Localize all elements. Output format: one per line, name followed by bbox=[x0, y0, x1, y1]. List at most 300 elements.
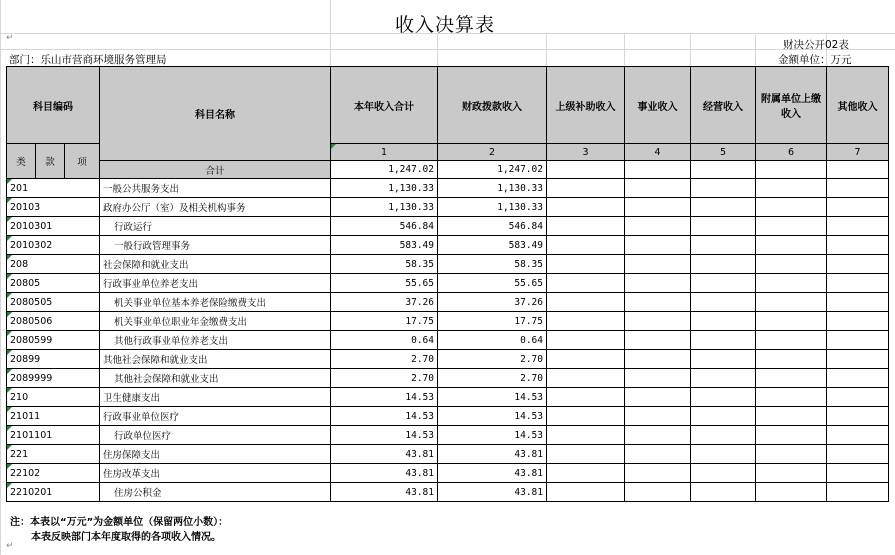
table-row bbox=[7, 293, 889, 312]
row-fiscal-text: 2.70 bbox=[520, 353, 543, 365]
cell-indicator-icon bbox=[7, 274, 12, 279]
header-xiang: 项 bbox=[65, 144, 100, 179]
cell-indicator-icon bbox=[7, 464, 12, 469]
empty-cell[interactable] bbox=[756, 179, 827, 198]
empty-cell[interactable] bbox=[827, 483, 889, 502]
row-code-text: 2210201 bbox=[10, 486, 53, 498]
empty-cell[interactable] bbox=[691, 274, 756, 293]
empty-cell[interactable] bbox=[756, 426, 827, 445]
empty-cell[interactable] bbox=[691, 407, 756, 426]
row-name-text: 行政事业单位养老支出 bbox=[103, 279, 199, 290]
row-total-income[interactable] bbox=[331, 312, 438, 331]
income-table bbox=[6, 66, 889, 502]
empty-cell[interactable] bbox=[625, 369, 691, 388]
row-code-text: 2101101 bbox=[10, 429, 53, 441]
row-total-income-text: 43.81 bbox=[405, 467, 434, 479]
row-name[interactable] bbox=[100, 388, 331, 407]
row-code[interactable] bbox=[7, 331, 100, 350]
row-code-text: 2080506 bbox=[10, 315, 53, 327]
row-name[interactable] bbox=[100, 255, 331, 274]
row-fiscal-text: 14.53 bbox=[514, 391, 543, 403]
row-code-text: 21011 bbox=[10, 410, 41, 422]
cell-indicator-icon bbox=[7, 255, 12, 260]
header-row bbox=[7, 67, 889, 144]
row-code[interactable] bbox=[7, 255, 100, 274]
empty-cell[interactable] bbox=[827, 217, 889, 236]
row-fiscal-text: 583.49 bbox=[508, 239, 543, 251]
empty-cell[interactable] bbox=[756, 483, 827, 502]
header-name: 科目名称 bbox=[100, 67, 331, 161]
department-label: 部门：乐山市营商环境服务管理局 bbox=[9, 54, 167, 66]
row-name-text: 住房公积金 bbox=[114, 488, 162, 499]
row-total-income[interactable] bbox=[331, 426, 438, 445]
gridline bbox=[690, 33, 691, 66]
row-total-income-text: 14.53 bbox=[405, 391, 434, 403]
header-col-7: 7 bbox=[827, 144, 889, 161]
empty-cell[interactable] bbox=[691, 445, 756, 464]
empty-cell[interactable] bbox=[756, 331, 827, 350]
row-total-income-text: 0.64 bbox=[411, 334, 434, 346]
empty-cell[interactable] bbox=[691, 312, 756, 331]
cell-indicator-icon bbox=[7, 236, 12, 241]
row-total-income[interactable] bbox=[331, 407, 438, 426]
row-name-text: 政府办公厅（室）及相关机构事务 bbox=[103, 203, 246, 214]
gridline bbox=[437, 33, 438, 66]
empty-cell[interactable] bbox=[547, 426, 625, 445]
table-row bbox=[7, 445, 889, 464]
empty-cell[interactable] bbox=[827, 236, 889, 255]
row-name-text: 其他行政事业单位养老支出 bbox=[114, 336, 229, 347]
table-row bbox=[7, 179, 889, 198]
row-total-income[interactable] bbox=[331, 369, 438, 388]
row-code-text: 20103 bbox=[10, 201, 41, 213]
row-total-income-text: 14.53 bbox=[405, 429, 434, 441]
total-fiscal-cell[interactable]: 1,247.02 bbox=[438, 161, 547, 179]
row-code[interactable] bbox=[7, 198, 100, 217]
table-row bbox=[7, 217, 889, 236]
header-other: 其他收入 bbox=[827, 67, 889, 144]
row-code[interactable] bbox=[7, 407, 100, 426]
empty-cell[interactable] bbox=[691, 464, 756, 483]
row-fiscal[interactable] bbox=[438, 331, 547, 350]
cell-indicator-icon bbox=[7, 426, 12, 431]
empty-cell[interactable] bbox=[691, 236, 756, 255]
empty-cell[interactable] bbox=[547, 161, 625, 179]
cell-indicator-icon bbox=[7, 483, 12, 488]
row-code[interactable] bbox=[7, 445, 100, 464]
row-fiscal[interactable] bbox=[438, 217, 547, 236]
row-total-income[interactable] bbox=[331, 483, 438, 502]
row-name-text: 住房保障支出 bbox=[103, 450, 161, 461]
empty-cell[interactable] bbox=[827, 369, 889, 388]
row-fiscal[interactable] bbox=[438, 274, 547, 293]
empty-cell[interactable] bbox=[625, 388, 691, 407]
empty-cell[interactable] bbox=[625, 161, 691, 179]
empty-cell[interactable] bbox=[827, 331, 889, 350]
row-total-income[interactable] bbox=[331, 179, 438, 198]
empty-cell[interactable] bbox=[756, 236, 827, 255]
row-code[interactable] bbox=[7, 483, 100, 502]
empty-cell[interactable] bbox=[756, 312, 827, 331]
form-code: 财决公开02表 bbox=[783, 39, 849, 51]
empty-cell[interactable] bbox=[625, 236, 691, 255]
unit-label: 金额单位：万元 bbox=[778, 54, 852, 66]
paragraph-mark: ↵ bbox=[6, 33, 14, 43]
gridline bbox=[0, 0, 1, 555]
empty-cell[interactable] bbox=[625, 198, 691, 217]
row-code[interactable] bbox=[7, 369, 100, 388]
empty-cell[interactable] bbox=[547, 255, 625, 274]
empty-cell[interactable] bbox=[691, 331, 756, 350]
empty-cell[interactable] bbox=[827, 255, 889, 274]
row-name[interactable] bbox=[100, 217, 331, 236]
empty-cell[interactable] bbox=[625, 331, 691, 350]
row-code[interactable] bbox=[7, 388, 100, 407]
row-total-income[interactable] bbox=[331, 331, 438, 350]
row-name[interactable] bbox=[100, 236, 331, 255]
header-operating: 经营收入 bbox=[691, 67, 756, 144]
cell-indicator-icon bbox=[7, 179, 12, 184]
row-code-text: 201 bbox=[10, 182, 29, 194]
row-code[interactable] bbox=[7, 464, 100, 483]
row-code[interactable] bbox=[7, 312, 100, 331]
empty-cell[interactable] bbox=[691, 179, 756, 198]
empty-cell[interactable] bbox=[547, 312, 625, 331]
row-name-text: 行政运行 bbox=[114, 222, 153, 233]
row-name[interactable] bbox=[100, 445, 331, 464]
row-total-income[interactable] bbox=[331, 350, 438, 369]
row-fiscal[interactable] bbox=[438, 464, 547, 483]
table-row bbox=[7, 236, 889, 255]
empty-cell[interactable] bbox=[691, 426, 756, 445]
cell-indicator-icon bbox=[7, 198, 12, 203]
table-row bbox=[7, 255, 889, 274]
empty-cell[interactable] bbox=[756, 407, 827, 426]
empty-cell[interactable] bbox=[756, 255, 827, 274]
cell-indicator-icon bbox=[7, 350, 12, 355]
header-code: 科目编码 bbox=[7, 67, 100, 144]
row-total-income-text: 55.65 bbox=[405, 277, 434, 289]
empty-cell[interactable] bbox=[691, 161, 756, 179]
row-name-text: 一般行政管理事务 bbox=[114, 241, 191, 252]
row-total-income-text: 583.49 bbox=[399, 239, 434, 251]
row-name[interactable] bbox=[100, 331, 331, 350]
empty-cell[interactable] bbox=[547, 293, 625, 312]
gridline bbox=[624, 33, 625, 66]
empty-cell[interactable] bbox=[625, 445, 691, 464]
row-fiscal-text: 1,130.33 bbox=[497, 182, 543, 194]
row-name[interactable] bbox=[100, 426, 331, 445]
row-code[interactable] bbox=[7, 293, 100, 312]
table-row bbox=[7, 331, 889, 350]
header-superior: 上级补助收入 bbox=[547, 67, 625, 144]
row-total-income-text: 546.84 bbox=[399, 220, 434, 232]
note-line-2: 本表反映部门本年度取得的各项收入情况。 bbox=[31, 532, 221, 543]
row-total-income-text: 1,130.33 bbox=[388, 201, 434, 213]
empty-cell[interactable] bbox=[827, 426, 889, 445]
row-total-income-text: 58.35 bbox=[405, 258, 434, 270]
row-fiscal-text: 0.64 bbox=[520, 334, 543, 346]
empty-cell[interactable] bbox=[827, 161, 889, 179]
page-title: 收入决算表 bbox=[394, 14, 495, 36]
gridline bbox=[0, 49, 895, 50]
empty-cell[interactable] bbox=[756, 350, 827, 369]
empty-cell[interactable] bbox=[625, 255, 691, 274]
row-name[interactable] bbox=[100, 350, 331, 369]
row-name[interactable] bbox=[100, 274, 331, 293]
row-name[interactable] bbox=[100, 464, 331, 483]
row-name-text: 行政事业单位医疗 bbox=[103, 412, 180, 423]
empty-cell[interactable] bbox=[756, 293, 827, 312]
empty-cell[interactable] bbox=[625, 179, 691, 198]
row-total-income-text: 37.26 bbox=[405, 296, 434, 308]
row-fiscal[interactable] bbox=[438, 198, 547, 217]
empty-cell[interactable] bbox=[756, 388, 827, 407]
table-row bbox=[7, 198, 889, 217]
row-name-text: 其他社会保障和就业支出 bbox=[103, 355, 208, 366]
row-name-text: 其他社会保障和就业支出 bbox=[114, 374, 219, 385]
note-line-1: 注：本表以“万元”为金额单位（保留两位小数）： bbox=[10, 517, 229, 528]
row-fiscal-text: 37.26 bbox=[514, 296, 543, 308]
paragraph-mark: ↵ bbox=[6, 541, 14, 551]
cell-indicator-icon bbox=[7, 312, 12, 317]
table-row bbox=[7, 388, 889, 407]
row-code[interactable] bbox=[7, 274, 100, 293]
row-fiscal-text: 1,130.33 bbox=[497, 201, 543, 213]
row-code[interactable] bbox=[7, 350, 100, 369]
empty-cell[interactable] bbox=[625, 426, 691, 445]
row-fiscal-text: 14.53 bbox=[514, 410, 543, 422]
header-total-income: 本年收入合计 bbox=[331, 67, 438, 144]
row-total-income-text: 17.75 bbox=[405, 315, 434, 327]
empty-cell[interactable] bbox=[625, 464, 691, 483]
row-fiscal[interactable] bbox=[438, 407, 547, 426]
empty-cell[interactable] bbox=[827, 312, 889, 331]
row-name[interactable] bbox=[100, 369, 331, 388]
row-fiscal-text: 55.65 bbox=[514, 277, 543, 289]
row-code-text: 20899 bbox=[10, 353, 41, 365]
row-total-income[interactable] bbox=[331, 217, 438, 236]
empty-cell[interactable] bbox=[547, 388, 625, 407]
row-name-text: 一般公共服务支出 bbox=[103, 184, 180, 195]
empty-cell[interactable] bbox=[756, 464, 827, 483]
empty-cell[interactable] bbox=[756, 369, 827, 388]
row-code-text: 22102 bbox=[10, 467, 41, 479]
row-fiscal[interactable] bbox=[438, 445, 547, 464]
empty-cell[interactable] bbox=[756, 161, 827, 179]
row-name[interactable] bbox=[100, 483, 331, 502]
header-kuan: 款 bbox=[36, 144, 65, 179]
row-fiscal[interactable] bbox=[438, 350, 547, 369]
empty-cell[interactable] bbox=[547, 369, 625, 388]
gridline bbox=[546, 33, 547, 66]
empty-cell[interactable] bbox=[827, 350, 889, 369]
row-code-text: 208 bbox=[10, 258, 29, 270]
row-name-text: 机关事业单位职业年金缴费支出 bbox=[114, 317, 248, 328]
empty-cell[interactable] bbox=[691, 293, 756, 312]
empty-cell[interactable] bbox=[827, 293, 889, 312]
table-row bbox=[7, 350, 889, 369]
row-total-income-text: 1,130.33 bbox=[388, 182, 434, 194]
header-affiliated: 附属单位上缴收入 bbox=[756, 67, 827, 144]
empty-cell[interactable] bbox=[827, 274, 889, 293]
row-total-income-text: 14.53 bbox=[405, 410, 434, 422]
row-fiscal-text: 43.81 bbox=[514, 486, 543, 498]
row-total-income-text: 43.81 bbox=[405, 486, 434, 498]
empty-cell[interactable] bbox=[625, 483, 691, 502]
total-label: 合计 bbox=[100, 161, 331, 179]
row-total-income[interactable] bbox=[331, 464, 438, 483]
cell-indicator-icon bbox=[7, 293, 12, 298]
empty-cell[interactable] bbox=[691, 388, 756, 407]
table-row bbox=[7, 407, 889, 426]
empty-cell[interactable] bbox=[691, 217, 756, 236]
empty-cell[interactable] bbox=[691, 350, 756, 369]
row-name-text: 社会保障和就业支出 bbox=[103, 260, 189, 271]
row-fiscal[interactable] bbox=[438, 483, 547, 502]
empty-cell[interactable] bbox=[547, 198, 625, 217]
row-name-text: 机关事业单位基本养老保险缴费支出 bbox=[114, 298, 267, 309]
header-col-1: 1 bbox=[331, 144, 438, 161]
empty-cell[interactable] bbox=[756, 274, 827, 293]
row-fiscal[interactable] bbox=[438, 255, 547, 274]
row-fiscal[interactable] bbox=[438, 312, 547, 331]
empty-cell[interactable] bbox=[547, 179, 625, 198]
header-col-4: 4 bbox=[625, 144, 691, 161]
row-code-text: 2010301 bbox=[10, 220, 53, 232]
row-code[interactable] bbox=[7, 179, 100, 198]
empty-cell[interactable] bbox=[547, 483, 625, 502]
empty-cell[interactable] bbox=[625, 274, 691, 293]
row-fiscal-text: 43.81 bbox=[514, 467, 543, 479]
empty-cell[interactable] bbox=[756, 217, 827, 236]
table-row bbox=[7, 464, 889, 483]
row-code-text: 2010302 bbox=[10, 239, 53, 251]
row-fiscal[interactable] bbox=[438, 179, 547, 198]
header-lei: 类 bbox=[7, 144, 36, 179]
row-total-income[interactable] bbox=[331, 255, 438, 274]
empty-cell[interactable] bbox=[625, 312, 691, 331]
empty-cell[interactable] bbox=[547, 407, 625, 426]
table-row bbox=[7, 312, 889, 331]
row-fiscal-text: 546.84 bbox=[508, 220, 543, 232]
empty-cell[interactable] bbox=[827, 464, 889, 483]
row-code[interactable] bbox=[7, 217, 100, 236]
row-fiscal-text: 17.75 bbox=[514, 315, 543, 327]
row-total-income[interactable] bbox=[331, 445, 438, 464]
row-total-income[interactable] bbox=[331, 293, 438, 312]
row-name[interactable] bbox=[100, 198, 331, 217]
row-total-income[interactable] bbox=[331, 274, 438, 293]
cell-indicator-icon bbox=[7, 331, 12, 336]
table-row bbox=[7, 483, 889, 502]
row-fiscal[interactable] bbox=[438, 426, 547, 445]
empty-cell[interactable] bbox=[547, 350, 625, 369]
empty-cell[interactable] bbox=[827, 445, 889, 464]
empty-cell[interactable] bbox=[756, 445, 827, 464]
cell-indicator-icon bbox=[7, 407, 12, 412]
cell-indicator-icon bbox=[7, 388, 12, 393]
row-name-text: 卫生健康支出 bbox=[103, 393, 161, 404]
empty-cell[interactable] bbox=[827, 388, 889, 407]
row-fiscal-text: 58.35 bbox=[514, 258, 543, 270]
row-fiscal-text: 2.70 bbox=[520, 372, 543, 384]
empty-cell[interactable] bbox=[827, 179, 889, 198]
row-name[interactable] bbox=[100, 179, 331, 198]
header-col-5: 5 bbox=[691, 144, 756, 161]
row-name-text: 行政单位医疗 bbox=[114, 431, 172, 442]
row-fiscal-text: 14.53 bbox=[514, 429, 543, 441]
empty-cell[interactable] bbox=[547, 464, 625, 483]
row-code-text: 2080505 bbox=[10, 296, 53, 308]
total-row bbox=[7, 161, 889, 179]
row-name[interactable] bbox=[100, 312, 331, 331]
table-row bbox=[7, 426, 889, 445]
row-code-text: 2080599 bbox=[10, 334, 53, 346]
row-fiscal[interactable] bbox=[438, 388, 547, 407]
header-fiscal: 财政拨款收入 bbox=[438, 67, 547, 144]
row-fiscal[interactable] bbox=[438, 236, 547, 255]
empty-cell[interactable] bbox=[547, 236, 625, 255]
cell-indicator-icon bbox=[7, 217, 12, 222]
empty-cell[interactable] bbox=[625, 407, 691, 426]
row-code[interactable] bbox=[7, 236, 100, 255]
row-name[interactable] bbox=[100, 407, 331, 426]
empty-cell[interactable] bbox=[547, 331, 625, 350]
empty-cell[interactable] bbox=[691, 198, 756, 217]
empty-cell[interactable] bbox=[756, 198, 827, 217]
row-code-text: 221 bbox=[10, 448, 29, 460]
table-row bbox=[7, 274, 889, 293]
row-name-text: 住房改革支出 bbox=[103, 469, 161, 480]
row-name[interactable] bbox=[100, 293, 331, 312]
empty-cell[interactable] bbox=[625, 350, 691, 369]
empty-cell[interactable] bbox=[691, 255, 756, 274]
total-income-cell[interactable]: 1,247.02 bbox=[331, 161, 438, 179]
row-total-income-text: 2.70 bbox=[411, 372, 434, 384]
row-code-text: 210 bbox=[10, 391, 29, 403]
row-fiscal[interactable] bbox=[438, 293, 547, 312]
empty-cell[interactable] bbox=[547, 274, 625, 293]
header-col-3: 3 bbox=[547, 144, 625, 161]
empty-cell[interactable] bbox=[625, 217, 691, 236]
empty-cell[interactable] bbox=[547, 445, 625, 464]
row-fiscal[interactable] bbox=[438, 369, 547, 388]
empty-cell[interactable] bbox=[691, 483, 756, 502]
gridline bbox=[755, 33, 756, 66]
table-row bbox=[7, 369, 889, 388]
row-total-income-text: 2.70 bbox=[411, 353, 434, 365]
empty-cell[interactable] bbox=[625, 293, 691, 312]
header-col-2: 2 bbox=[438, 144, 547, 161]
row-total-income[interactable] bbox=[331, 236, 438, 255]
empty-cell[interactable] bbox=[691, 369, 756, 388]
row-fiscal-text: 43.81 bbox=[514, 448, 543, 460]
cell-indicator-icon bbox=[7, 369, 12, 374]
cell-indicator-icon bbox=[7, 445, 12, 450]
row-code-text: 2089999 bbox=[10, 372, 53, 384]
header-business: 事业收入 bbox=[625, 67, 691, 144]
row-code[interactable] bbox=[7, 426, 100, 445]
empty-cell[interactable] bbox=[827, 198, 889, 217]
row-total-income-text: 43.81 bbox=[405, 448, 434, 460]
empty-cell[interactable] bbox=[827, 407, 889, 426]
empty-cell[interactable] bbox=[547, 217, 625, 236]
row-code-text: 20805 bbox=[10, 277, 41, 289]
row-total-income[interactable] bbox=[331, 198, 438, 217]
row-total-income[interactable] bbox=[331, 388, 438, 407]
header-col-6: 6 bbox=[756, 144, 827, 161]
